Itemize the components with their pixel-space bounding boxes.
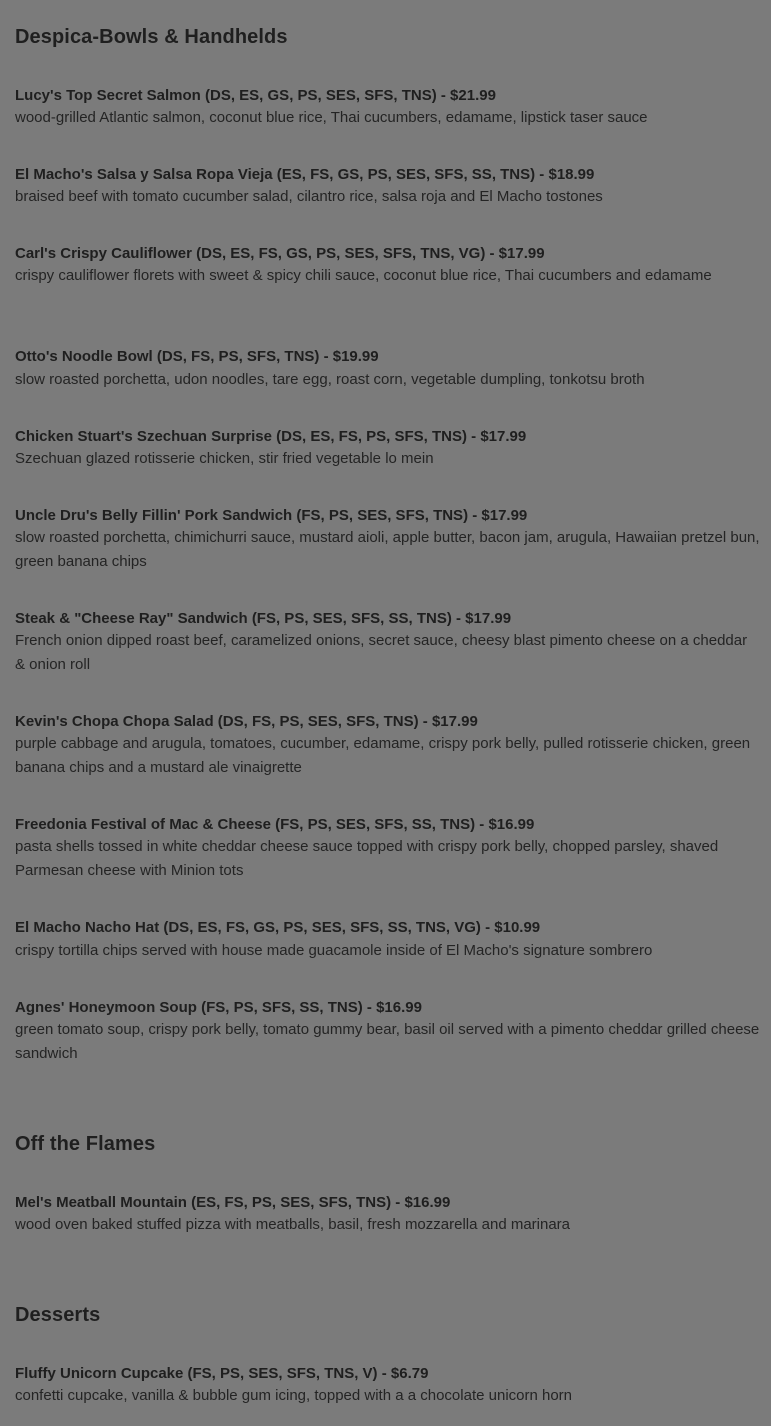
menu-item-title: Mel's Meatball Mountain (ES, FS, PS, SES, SFS, TNS) - $16.99	[15, 1194, 451, 1211]
menu-item-description: slow roasted porchetta, chimichurri sauce, mustard aioli, apple butter, bacon jam, arugula, Hawaiian pretzel bun, green banana chips	[15, 529, 760, 570]
menu-item-title: Otto's Noodle Bowl (DS, FS, PS, SFS, TNS) - $19.99	[15, 348, 379, 365]
menu-item-description: wood oven baked stuffed pizza with meatballs, basil, fresh mozzarella and marinara	[15, 1216, 571, 1233]
menu-item-title: Fluffy Unicorn Cupcake (FS, PS, SES, SFS, TNS, V) - $6.79	[15, 1365, 429, 1382]
section-title-off-the-flames: Off the Flames	[15, 1133, 156, 1155]
menu-item-description: confetti cupcake, vanilla & bubble gum icing, topped with a a chocolate unicorn horn	[15, 1387, 573, 1404]
menu-item-title: Steak & "Cheese Ray" Sandwich (FS, PS, SES, SFS, SS, TNS) - $17.99	[15, 610, 512, 627]
section-title-despica-bowls: Despica-Bowls & Handhelds	[15, 26, 288, 48]
menu-item-title: Agnes' Honeymoon Soup (FS, PS, SFS, SS, TNS) - $16.99	[15, 999, 422, 1016]
menu-item-description: purple cabbage and arugula, tomatoes, cucumber, edamame, crispy pork belly, pulled rotisserie chicken, green banana chips and a mustard ale vinaigrette	[15, 735, 751, 776]
menu-item-title: El Macho Nacho Hat (DS, ES, FS, GS, PS, SES, SFS, SS, TNS, VG) - $10.99	[15, 919, 541, 936]
menu-item-description: French onion dipped roast beef, caramelized onions, secret sauce, cheesy blast pimento cheese on a cheddar & onion roll	[15, 632, 748, 673]
menu-item-title: Uncle Dru's Belly Fillin' Pork Sandwich (FS, PS, SES, SFS, TNS) - $17.99	[15, 507, 528, 524]
menu-item-description: wood-grilled Atlantic salmon, coconut blue rice, Thai cucumbers, edamame, lipstick taser sauce	[15, 109, 648, 126]
menu-item-title: Chicken Stuart's Szechuan Surprise (DS, ES, FS, PS, SFS, TNS) - $17.99	[15, 428, 527, 445]
menu-item-description: pasta shells tossed in white cheddar cheese sauce topped with crispy pork belly, chopped parsley, shaved Parmesan cheese with Minion tots	[15, 838, 719, 879]
menu-item-description: slow roasted porchetta, udon noodles, tare egg, roast corn, vegetable dumpling, tonkotsu broth	[15, 371, 645, 388]
menu-item-title: Lucy's Top Secret Salmon (DS, ES, GS, PS, SES, SFS, TNS) - $21.99	[15, 87, 496, 104]
menu-item-title: Kevin's Chopa Chopa Salad (DS, FS, PS, SES, SFS, TNS) - $17.99	[15, 713, 478, 730]
menu-item-title: Carl's Crispy Cauliflower (DS, ES, FS, GS, PS, SES, SFS, TNS, VG) - $17.99	[15, 245, 545, 262]
menu-item-description: green tomato soup, crispy pork belly, tomato gummy bear, basil oil served with a pimento cheddar grilled cheese sandwich	[15, 1021, 760, 1062]
menu-item-title: Freedonia Festival of Mac & Cheese (FS, PS, SES, SFS, SS, TNS) - $16.99	[15, 816, 535, 833]
menu-item-description: crispy tortilla chips served with house made guacamole inside of El Macho's signature sombrero	[15, 942, 653, 959]
menu-item-description: crispy cauliflower florets with sweet & spicy chili sauce, coconut blue rice, Thai cucumbers and edamame	[15, 267, 712, 284]
menu-item-description: braised beef with tomato cucumber salad, cilantro rice, salsa roja and El Macho tostones	[15, 188, 603, 205]
menu-item-title: El Macho's Salsa y Salsa Ropa Vieja (ES, FS, GS, PS, SES, SFS, SS, TNS) - $18.99	[15, 166, 595, 183]
menu-item-description: Szechuan glazed rotisserie chicken, stir fried vegetable lo mein	[15, 450, 434, 467]
section-title-desserts: Desserts	[15, 1304, 101, 1326]
